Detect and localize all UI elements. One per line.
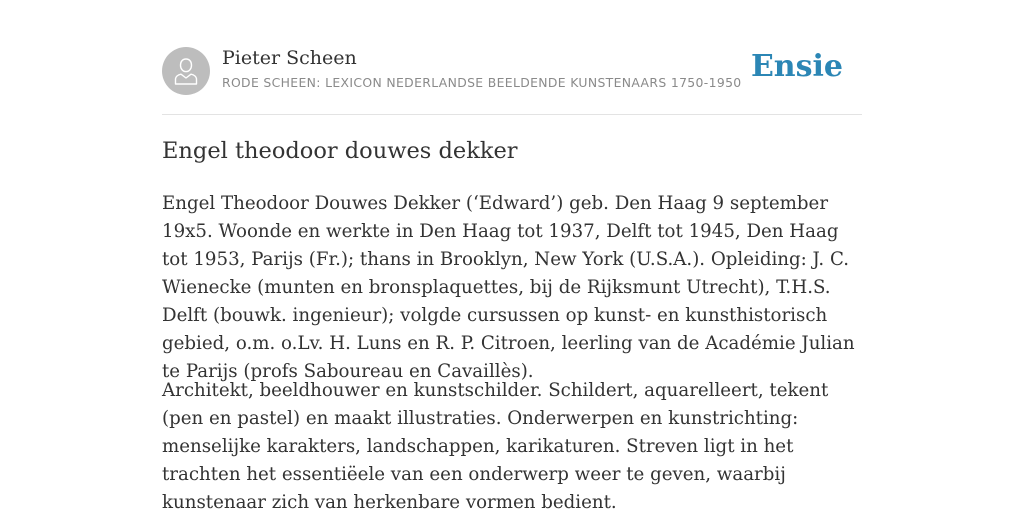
author-name[interactable]: Pieter Scheen (222, 47, 357, 69)
page-title: Engel theodoor douwes dekker (162, 138, 518, 164)
article-paragraph-2: Architekt, beeldhouwer en kunstschilder. Schildert, aquarelleert, tekent (pen en pastel) en maakt illustraties. Onderwerpen en kunstrichting: menselijke karakters, landschappen, karikaturen. Streven ligt in het trachten het essentiëele van een onderwerp weer te geven, waarbij kunstenaar zich van herkenbare vormen bedient. (162, 380, 829, 513)
ensie-logo[interactable]: Ensie (750, 49, 843, 84)
article-paragraph-1: Engel Theodoor Douwes Dekker (‘Edward’) geb. Den Haag 9 september 19x5. Woonde en werkte in Den Haag tot 1937, Delft tot 1945, Den Haag tot 1953, Parijs (Fr.); thans in Brooklyn, New York (U.S.A.). Opleiding: J. C. Wienecke (munten en bronsplaquettes, bij de Rijksmunt Utrecht), T.H.S. Delft (bouwk. ingenieur); volgde cursussen op kunst- en kunsthistorisch gebied, o.m. o.Lv. H. Luns en R. P. Citroen, leerling van de Académie Julian te Parijs (profs Saboureau en Cavaillès). (162, 193, 855, 382)
article-header (162, 45, 862, 115)
source-title[interactable]: RODE SCHEEN: LEXICON NEDERLANDSE BEELDENDE KUNSTENAARS 1750-1950 (222, 75, 742, 90)
avatar[interactable] (162, 47, 210, 95)
user-icon (174, 57, 198, 85)
